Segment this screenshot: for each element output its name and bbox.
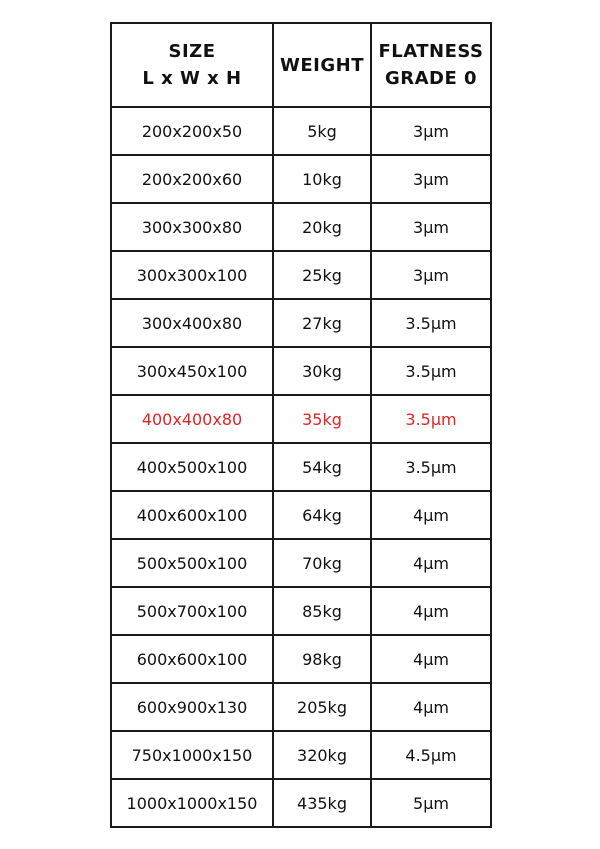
flatness-cell: 3.5μm — [371, 395, 491, 443]
flatness-cell: 3.5μm — [371, 443, 491, 491]
weight-cell: 435kg — [273, 779, 371, 827]
weight-cell: 85kg — [273, 587, 371, 635]
header-flatness-title: FLATNESS — [378, 41, 484, 62]
table-row — [111, 347, 491, 395]
size-cell: 200x200x50 — [111, 107, 273, 155]
size-cell: 750x1000x150 — [111, 731, 273, 779]
table-row — [111, 779, 491, 827]
table-row — [111, 107, 491, 155]
table-header — [111, 23, 491, 107]
size-cell: 400x400x80 — [111, 395, 273, 443]
header-size-title: SIZE — [168, 41, 216, 62]
weight-cell: 320kg — [273, 731, 371, 779]
table-row — [111, 587, 491, 635]
size-cell: 200x200x60 — [111, 155, 273, 203]
flatness-cell: 3μm — [371, 107, 491, 155]
header-flatness-grade: GRADE 0 — [384, 68, 478, 89]
size-cell: 300x300x100 — [111, 251, 273, 299]
table-row — [111, 635, 491, 683]
size-cell: 300x300x80 — [111, 203, 273, 251]
surface-plate-spec-table — [110, 22, 492, 828]
size-cell: 400x500x100 — [111, 443, 273, 491]
flatness-cell: 4μm — [371, 587, 491, 635]
weight-cell: 25kg — [273, 251, 371, 299]
weight-cell: 64kg — [273, 491, 371, 539]
flatness-cell: 3.5μm — [371, 347, 491, 395]
table-row — [111, 299, 491, 347]
header-size — [111, 23, 273, 107]
header-weight — [273, 23, 371, 107]
flatness-cell: 3.5μm — [371, 299, 491, 347]
size-cell: 300x400x80 — [111, 299, 273, 347]
header-size-dimensions: L x W x H — [142, 68, 242, 89]
header-flatness — [371, 23, 491, 107]
table-row — [111, 443, 491, 491]
table-row — [111, 395, 491, 443]
weight-cell: 27kg — [273, 299, 371, 347]
size-cell: 600x900x130 — [111, 683, 273, 731]
table-row — [111, 731, 491, 779]
table-row — [111, 251, 491, 299]
table-row — [111, 491, 491, 539]
flatness-cell: 4.5μm — [371, 731, 491, 779]
flatness-cell: 4μm — [371, 539, 491, 587]
flatness-cell: 3μm — [371, 203, 491, 251]
weight-cell: 98kg — [273, 635, 371, 683]
table-row — [111, 683, 491, 731]
table-row — [111, 203, 491, 251]
size-cell: 400x600x100 — [111, 491, 273, 539]
weight-cell: 70kg — [273, 539, 371, 587]
weight-cell: 20kg — [273, 203, 371, 251]
flatness-cell: 3μm — [371, 155, 491, 203]
weight-cell: 205kg — [273, 683, 371, 731]
header-row — [111, 23, 491, 107]
size-cell: 300x450x100 — [111, 347, 273, 395]
size-cell: 600x600x100 — [111, 635, 273, 683]
weight-cell: 5kg — [273, 107, 371, 155]
table-row — [111, 539, 491, 587]
flatness-cell: 5μm — [371, 779, 491, 827]
flatness-cell: 4μm — [371, 635, 491, 683]
table-row — [111, 155, 491, 203]
header-weight-title: WEIGHT — [280, 54, 364, 76]
size-cell: 1000x1000x150 — [111, 779, 273, 827]
weight-cell: 35kg — [273, 395, 371, 443]
flatness-cell: 3μm — [371, 251, 491, 299]
weight-cell: 10kg — [273, 155, 371, 203]
flatness-cell: 4μm — [371, 491, 491, 539]
weight-cell: 54kg — [273, 443, 371, 491]
table-body — [111, 107, 491, 827]
size-cell: 500x700x100 — [111, 587, 273, 635]
flatness-cell: 4μm — [371, 683, 491, 731]
weight-cell: 30kg — [273, 347, 371, 395]
size-cell: 500x500x100 — [111, 539, 273, 587]
